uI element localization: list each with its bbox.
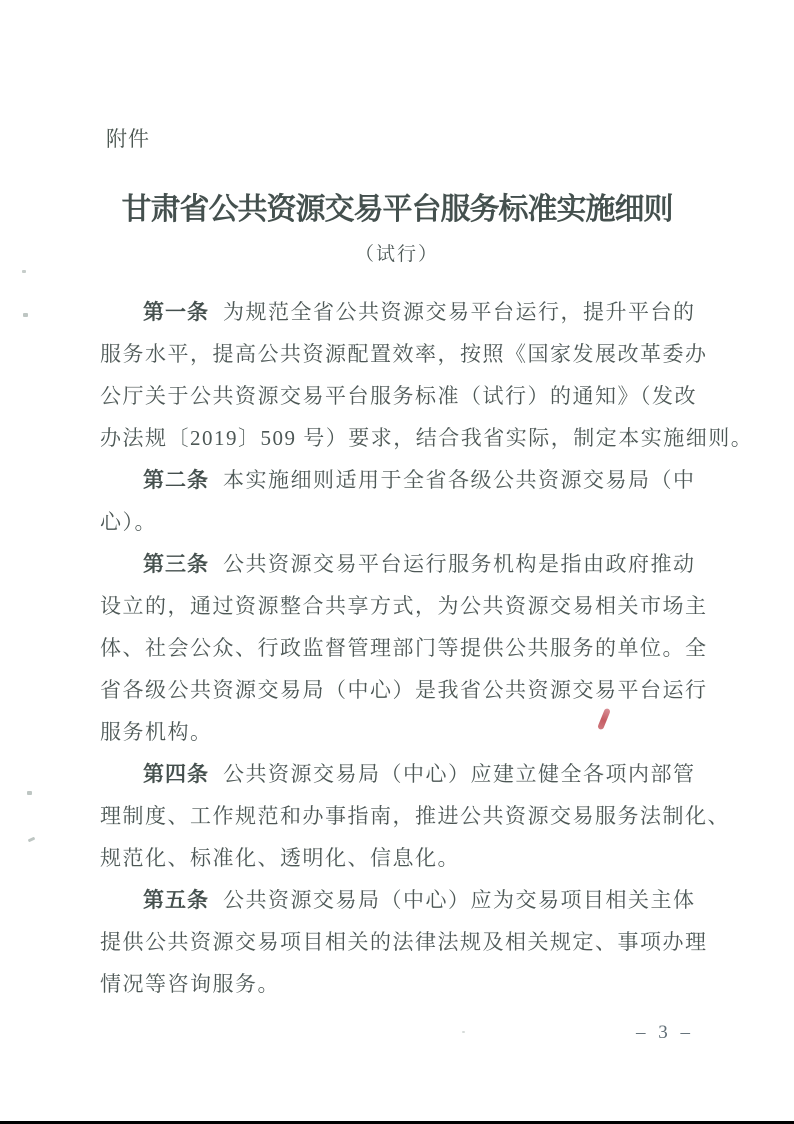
body-line: 理制度、工作规范和办事指南，推进公共资源交易服务法制化、 bbox=[100, 804, 730, 828]
body-line: 省各级公共资源交易局（中心）是我省公共资源交易平台运行 bbox=[100, 678, 708, 702]
article-number: 第四条 bbox=[143, 763, 209, 786]
body-line: 第四条 公共资源交易局（中心）应建立健全各项内部管 bbox=[143, 762, 696, 786]
body-line: 设立的，通过资源整合共享方式，为公共资源交易相关市场主 bbox=[100, 594, 708, 618]
scan-speck bbox=[22, 270, 26, 273]
body-line: 服务水平，提高公共资源配置效率，按照《国家发展改革委办 bbox=[100, 342, 708, 366]
page-number: – 3 – bbox=[636, 1022, 694, 1043]
body-line: 第一条 为规范全省公共资源交易平台运行，提升平台的 bbox=[143, 300, 696, 324]
body-line: 服务机构。 bbox=[100, 720, 213, 744]
body-line: 心）。 bbox=[100, 510, 157, 534]
article-number: 第二条 bbox=[143, 469, 209, 492]
body-line: 第二条 本实施细则适用于全省各级公共资源交易局（中 bbox=[143, 468, 696, 492]
article-number: 第三条 bbox=[143, 553, 209, 576]
body-line: 提供公共资源交易项目相关的法律法规及相关规定、事项办理 bbox=[100, 930, 708, 954]
document-title: 甘肃省公共资源交易平台服务标准实施细则 bbox=[121, 193, 673, 226]
scan-speck bbox=[27, 791, 32, 795]
body-line: 办法规〔2019〕509 号）要求，结合我省实际，制定本实施细则。 bbox=[100, 426, 754, 450]
scan-speck bbox=[28, 837, 36, 843]
attachment-label: 附件 bbox=[106, 127, 150, 151]
article-number: 第五条 bbox=[143, 889, 209, 912]
body-line: 规范化、标准化、透明化、信息化。 bbox=[100, 846, 460, 870]
article-number: 第一条 bbox=[143, 301, 209, 324]
body-line: 体、社会公众、行政监督管理部门等提供公共服务的单位。全 bbox=[100, 636, 708, 660]
body-line: 公厅关于公共资源交易平台服务标准（试行）的通知》（发改 bbox=[100, 384, 697, 408]
body-line: 第三条 公共资源交易平台运行服务机构是指由政府推动 bbox=[143, 552, 696, 576]
document-body bbox=[100, 291, 754, 1005]
document-subtitle: （试行） bbox=[354, 244, 439, 265]
body-line: 第五条 公共资源交易局（中心）应为交易项目相关主体 bbox=[143, 888, 696, 912]
scan-speck bbox=[462, 1031, 465, 1033]
scan-speck bbox=[23, 313, 28, 317]
body-line: 情况等咨询服务。 bbox=[100, 972, 280, 996]
